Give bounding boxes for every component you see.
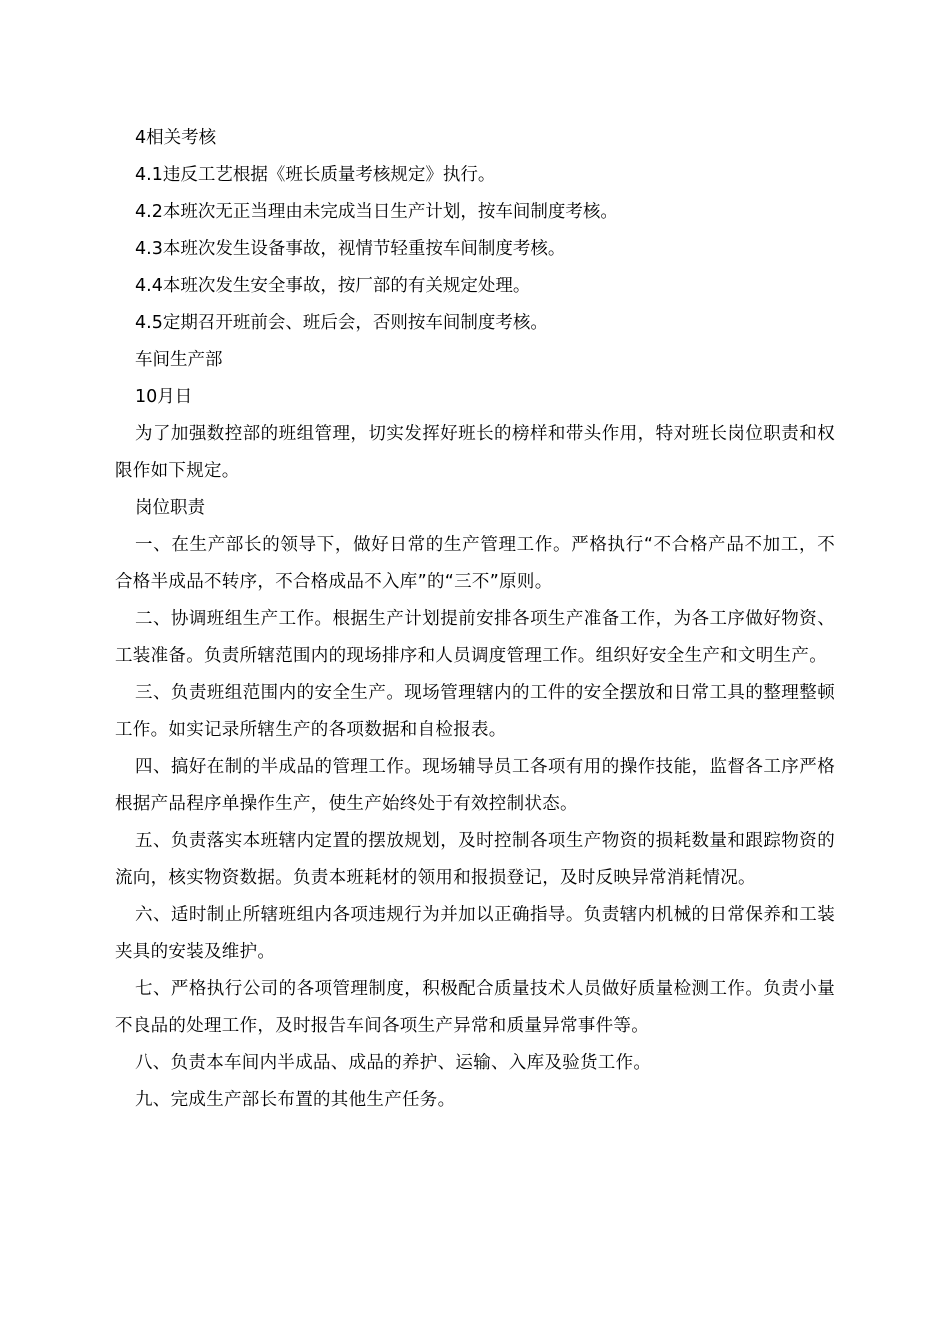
duties-heading: 岗位职责	[135, 498, 205, 518]
duty-item-4: 四、搞好在制的半成品的管理工作。现场辅导员工各项有用的操作技能，监督各工序严格根据产品程序单操作生产，使生产始终处于有效控制状态。	[115, 757, 835, 814]
section-4-item-5: 4.5定期召开班前会、班后会，否则按车间制度考核。	[135, 313, 548, 333]
duty-item-7: 七、严格执行公司的各项管理制度，积极配合质量技术人员做好质量检测工作。负责小量不良品的处理工作，及时报告车间各项生产异常和质量异常事件等。	[115, 979, 835, 1036]
signature-date: 10月日	[135, 387, 193, 407]
section-4-item-2: 4.2本班次无正当理由未完成当日生产计划，按车间制度考核。	[135, 202, 618, 222]
duty-item-2: 二、协调班组生产工作。根据生产计划提前安排各项生产准备工作，为各工序做好物资、工装准备。负责所辖范围内的现场排序和人员调度管理工作。组织好安全生产和文明生产。	[115, 609, 835, 666]
signature-department: 车间生产部	[135, 350, 223, 370]
duty-item-5: 五、负责落实本班辖内定置的摆放规划，及时控制各项生产物资的损耗数量和跟踪物资的流向，核实物资数据。负责本班耗材的领用和报损登记，及时反映异常消耗情况。	[115, 831, 835, 888]
duty-item-9: 九、完成生产部长布置的其他生产任务。	[135, 1090, 456, 1110]
section-4-item-4: 4.4本班次发生安全事故，按厂部的有关规定处理。	[135, 276, 531, 296]
document-body	[115, 120, 835, 1119]
section-4-title: 4相关考核	[135, 128, 217, 148]
intro-paragraph: 为了加强数控部的班组管理，切实发挥好班长的榜样和带头作用，特对班长岗位职责和权限作如下规定。	[115, 424, 835, 481]
duty-item-8: 八、负责本车间内半成品、成品的养护、运输、入库及验货工作。	[135, 1053, 652, 1073]
section-4-item-3: 4.3本班次发生设备事故，视情节轻重按车间制度考核。	[135, 239, 566, 259]
duty-item-6: 六、适时制止所辖班组内各项违规行为并加以正确指导。负责辖内机械的日常保养和工装夹具的安装及维护。	[115, 905, 835, 962]
duty-item-1: 一、在生产部长的领导下，做好日常的生产管理工作。严格执行“不合格产品不加工，不合格半成品不转序，不合格成品不入库”的“三不”原则。	[115, 535, 835, 592]
duty-item-3: 三、负责班组范围内的安全生产。现场管理辖内的工件的安全摆放和日常工具的整理整顿工作。如实记录所辖生产的各项数据和自检报表。	[115, 683, 835, 740]
section-4-item-1: 4.1违反工艺根据《班长质量考核规定》执行。	[135, 165, 496, 185]
